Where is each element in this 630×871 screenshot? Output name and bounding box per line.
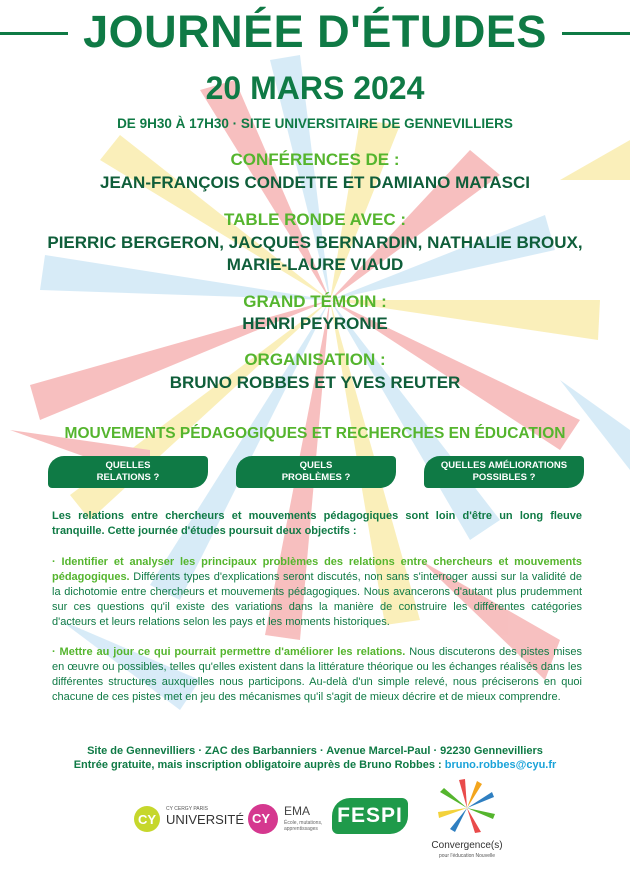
fespi-logo: [332, 798, 408, 834]
venue-address: Site de Gennevilliers · ZAC des Barbanniers · Avenue Marcel-Paul · 92230 Gennevilliers: [87, 745, 543, 757]
intro-text: Les relations entre chercheurs et mouvements pédagogiques sont loin d'être un long fleuve tranquille. Cette journée d'études poursuit deux objectifs :: [52, 510, 582, 537]
fespi-label: FESPI: [337, 804, 403, 827]
cy-universite-logo: [132, 800, 245, 840]
svg-text:CY: CY: [137, 812, 157, 827]
event-title: JOURNÉE D'ÉTUDES: [83, 6, 547, 57]
organisation-names: BRUNO ROBBES ET YVES REUTER: [169, 373, 461, 392]
question-improvements-badge: [424, 456, 584, 488]
convergences-burst-icon: [437, 778, 497, 834]
cy-mark-icon: [132, 804, 162, 834]
witness-heading: GRAND TÉMOIN :: [243, 292, 387, 311]
ema-mark-label: CY: [252, 811, 271, 826]
cy-main-label: UNIVERSITÉ: [166, 812, 245, 827]
event-time-place: DE 9H30 À 17H30 · SITE UNIVERSITAIRE DE GENNEVILLIERS: [117, 116, 513, 131]
question-improvements-line2: POSSIBLES ?: [472, 472, 536, 483]
question-relations-badge: [48, 456, 208, 488]
question-problems-badge: [236, 456, 396, 488]
objective-1-lead: · Identifier et analyser les principaux problèmes des relations entre chercheurs et mouvements pédagogiques.: [52, 556, 582, 583]
conferences-heading: CONFÉRENCES DE :: [230, 150, 400, 169]
objective-2-lead: · Mettre au jour ce qui pourrait permettre d'améliorer les relations.: [52, 646, 406, 658]
event-date: 20 MARS 2024: [205, 70, 425, 106]
objective-1-body: Différents types d'explications seront discutés, non sans s'interroger aussi sur la validité de la dichotomie entre chercheurs et mouvements pédagogiques. Nous avancerons d'autant plus prudemment sur ces questions qu'il existe des variations dans la manière de construire les différentes catégories d'acteurs et leurs relations selon les pays et les moments historiques.: [52, 571, 582, 628]
question-improvements-line1: QUELLES AMÉLIORATIONS: [440, 460, 568, 471]
round-table-heading: TABLE RONDE AVEC :: [224, 210, 406, 229]
question-relations-line2: RELATIONS ?: [96, 472, 160, 483]
ema-sub-line2: apprentissages: [284, 826, 318, 832]
question-problems-line2: PROBLÈMES ?: [281, 472, 351, 483]
conferences-names: JEAN-FRANÇOIS CONDETTE ET DAMIANO MATASCI: [99, 173, 531, 192]
objective-2-body: Nous discuterons des pistes mises en œuvre ou possibles, telles qu'elles existent dans la littérature théorique ou les échanges réalisés dans les différentes structures auxquelles nous participons. Au-delà d'un simple relevé, nous préciserons en quoi chacune de ces pistes met en jeu des mécanismes qu'il s'agit de mieux décrire et de mieux comprendre.: [52, 646, 582, 703]
convergences-sub-label: pour l'éducation Nouvelle: [439, 853, 495, 859]
objective-2-paragraph: [52, 645, 582, 705]
theme-title: MOUVEMENTS PÉDAGOGIQUES ET RECHERCHES EN ÉDUCATION: [64, 425, 566, 442]
witness-name: HENRI PEYRONIE: [242, 314, 388, 333]
question-relations-line1: QUELLES: [105, 460, 151, 471]
ema-name-label: EMA: [284, 804, 311, 818]
convergences-logo: [422, 778, 512, 868]
cy-small-label: CY CERGY PARIS: [166, 806, 208, 812]
intro-paragraph: [52, 509, 582, 539]
registration-email-link[interactable]: bruno.robbes@cyu.fr: [444, 759, 557, 771]
registration-line: [0, 759, 630, 771]
cy-ema-logo: [246, 798, 336, 842]
question-problems-line1: QUELS: [299, 460, 333, 471]
organisation-heading: ORGANISATION :: [244, 350, 386, 369]
round-table-names-line1: PIERRIC BERGERON, JACQUES BERNARDIN, NATHALIE BROUX,: [47, 233, 583, 252]
convergences-label: Convergence(s): [431, 840, 503, 851]
round-table-names-line2: MARIE-LAURE VIAUD: [226, 255, 404, 274]
ema-sub-line1: École, mutations,: [284, 820, 323, 826]
objective-1-paragraph: [52, 555, 582, 630]
registration-text: Entrée gratuite, mais inscription obligatoire auprès de Bruno Robbes :: [73, 759, 442, 771]
